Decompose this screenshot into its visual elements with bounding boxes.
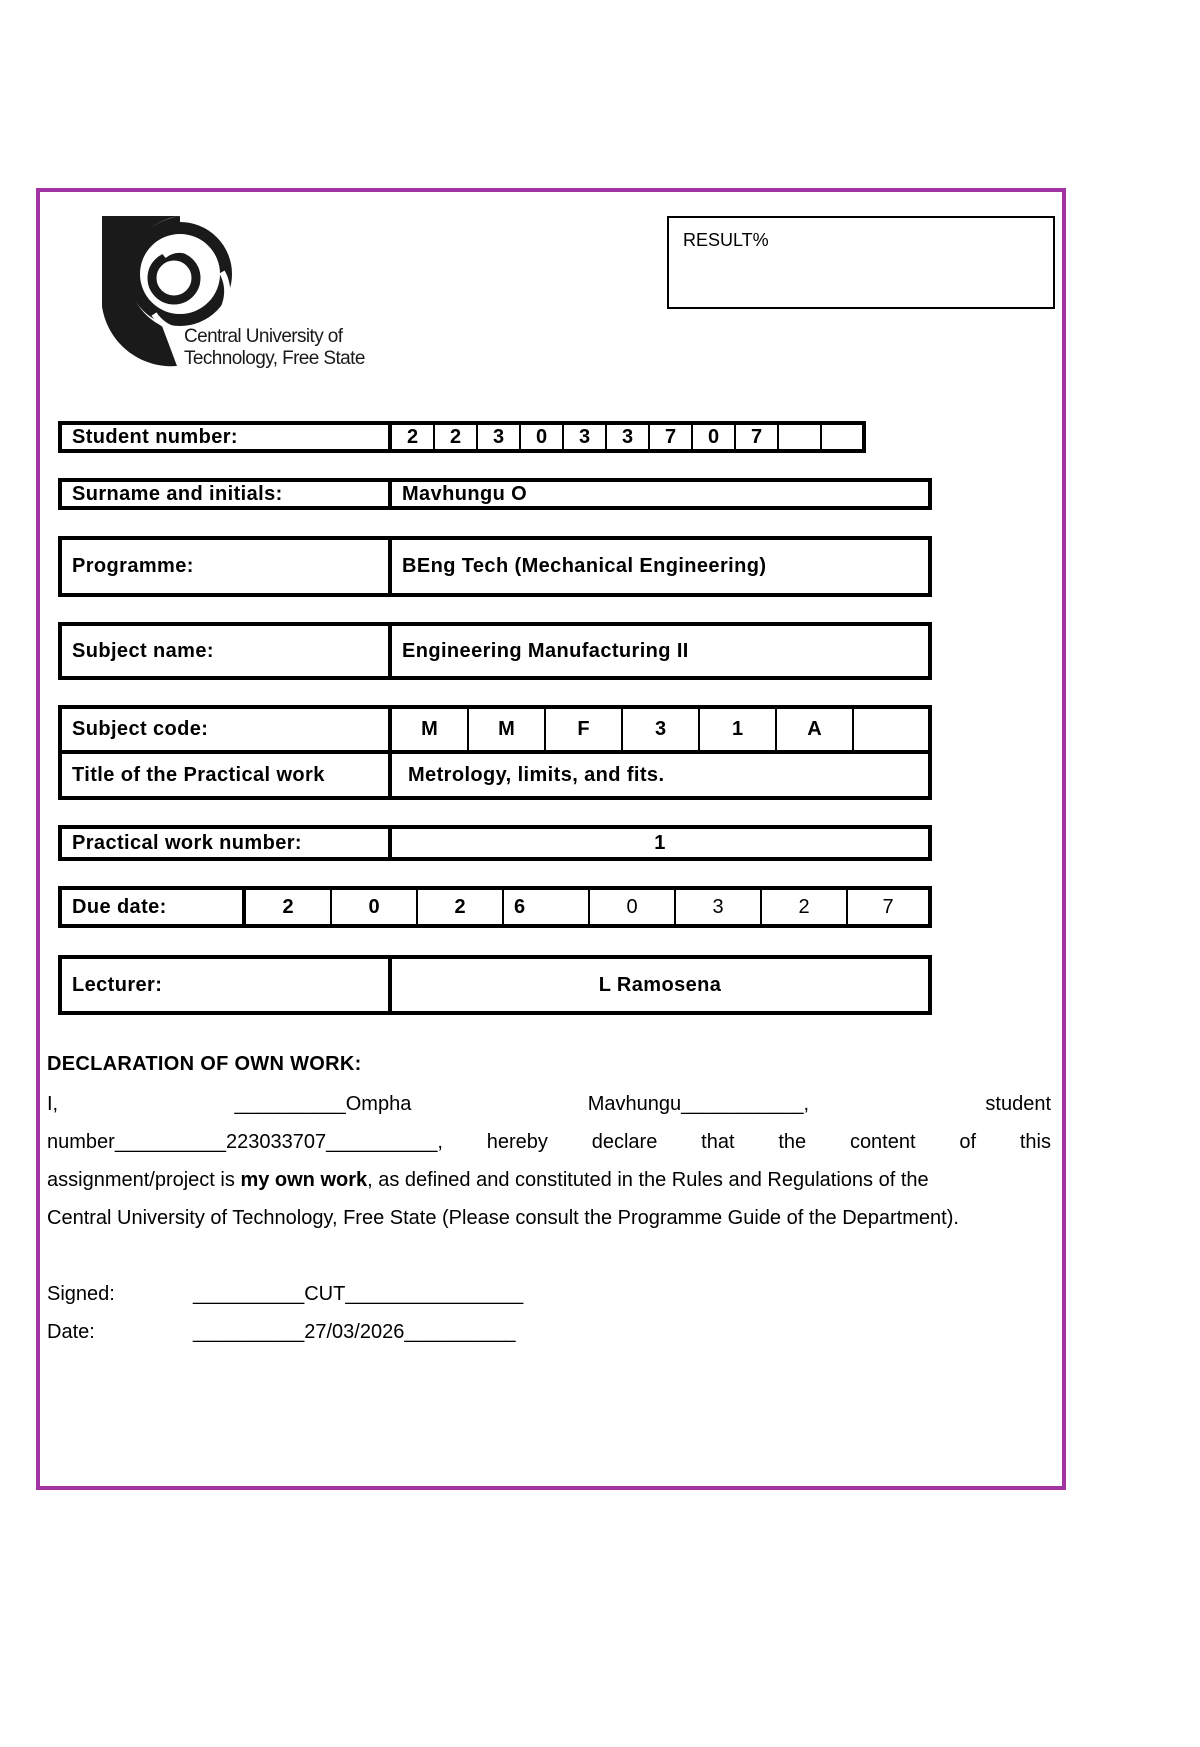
date-line [47,1313,516,1351]
date-label: Date: [47,1321,95,1343]
due-date-row [58,886,932,928]
declaration-word: hereby [486,1131,548,1153]
student-number-digit: 0 [521,425,564,449]
result-box [667,216,1055,309]
due-date-digit: 0 [332,890,418,924]
due-date-cells [246,890,928,924]
due-date-digit: 0 [590,890,676,924]
declaration-word: declare [591,1131,658,1153]
subject-code-char: F [546,709,623,750]
declaration-word: this [1019,1131,1051,1153]
student-number-digit: 2 [435,425,478,449]
signed-line [47,1275,523,1313]
lecturer-value: L Ramosena [598,973,722,996]
subject-code-char: 1 [700,709,777,750]
declaration-line-3 [47,1161,1051,1199]
declaration-word: I, [47,1093,59,1115]
student-number-digit: 0 [693,425,736,449]
subject-code-label: Subject code: [62,709,392,750]
student-number-digit: 2 [392,425,435,449]
student-number-label: Student number: [62,425,392,449]
practical-title-value: Metrology, limits, and fits. [408,763,665,786]
practical-title-label: Title of the Practical work [62,754,392,796]
surname-value: Mavhungu O [402,482,528,505]
student-number-digit: 3 [478,425,521,449]
result-label: RESULT% [683,230,769,250]
subject-name-value: Engineering Manufacturing II [402,639,689,662]
due-date-label: Due date: [62,890,246,924]
student-number-digit: 7 [736,425,779,449]
declaration-word: Mavhungu___________, [587,1093,810,1115]
declaration-line-2 [47,1123,1051,1161]
programme-row [58,536,932,597]
declaration-emphasis: my own work [240,1169,368,1191]
due-date-digit: 2 [762,890,848,924]
programme-value: BEng Tech (Mechanical Engineering) [402,555,767,577]
student-number-cells [392,425,862,449]
declaration-text: assignment/project is [47,1169,235,1191]
student-number-digit: 3 [564,425,607,449]
logo-line-1: Central University of [184,326,343,347]
student-number-digit [822,425,862,449]
lecturer-row [58,955,932,1015]
student-number-digit: 7 [650,425,693,449]
declaration-word: that [701,1131,735,1153]
practical-title-row [62,754,928,796]
student-number-row [58,421,866,453]
surname-label: Surname and initials: [62,482,392,506]
due-date-digit: 3 [676,890,762,924]
logo-wordmark [184,326,365,370]
subject-code-char: A [777,709,854,750]
declaration-title: DECLARATION OF OWN WORK: [47,1053,362,1075]
subject-code-char: M [392,709,469,750]
programme-label: Programme: [62,540,392,593]
declaration-line-1 [47,1085,1051,1123]
surname-row [58,478,932,510]
declaration-word: the [778,1131,807,1153]
subject-code-block [58,705,932,800]
signed-label: Signed: [47,1283,115,1305]
subject-name-label: Subject name: [62,626,392,676]
subject-code-char: M [469,709,546,750]
logo-line-2: Technology, Free State [184,348,365,369]
declaration-word: number__________223033707__________, [47,1131,443,1153]
due-date-digit: 2 [246,890,332,924]
declaration-text: , as defined and constituted in the Rules and Regulations of the [367,1169,929,1191]
due-date-digit: 2 [418,890,504,924]
declaration-word: content [849,1131,916,1153]
due-date-digit: 7 [882,895,894,918]
declaration-word: of [959,1131,977,1153]
practical-number-value: 1 [654,831,666,854]
subject-code-char [854,709,928,750]
declaration-word: student [985,1093,1051,1115]
due-date-digit: 6 [504,890,590,924]
practical-number-row [58,825,932,861]
subject-name-row [58,622,932,680]
declaration-body [47,1085,1051,1237]
student-number-digit [779,425,822,449]
practical-number-label: Practical work number: [62,829,392,857]
lecturer-label: Lecturer: [62,959,392,1011]
date-value: __________27/03/2026__________ [193,1321,516,1343]
declaration-word: __________Ompha [234,1093,412,1115]
signed-value: __________CUT________________ [193,1283,524,1305]
student-number-digit: 3 [607,425,650,449]
subject-code-char: 3 [623,709,700,750]
declaration-line-4: Central University of Technology, Free State (Please consult the Programme Guide of the Department). [47,1207,959,1229]
subject-code-cells [392,709,928,750]
subject-code-row [62,709,928,754]
